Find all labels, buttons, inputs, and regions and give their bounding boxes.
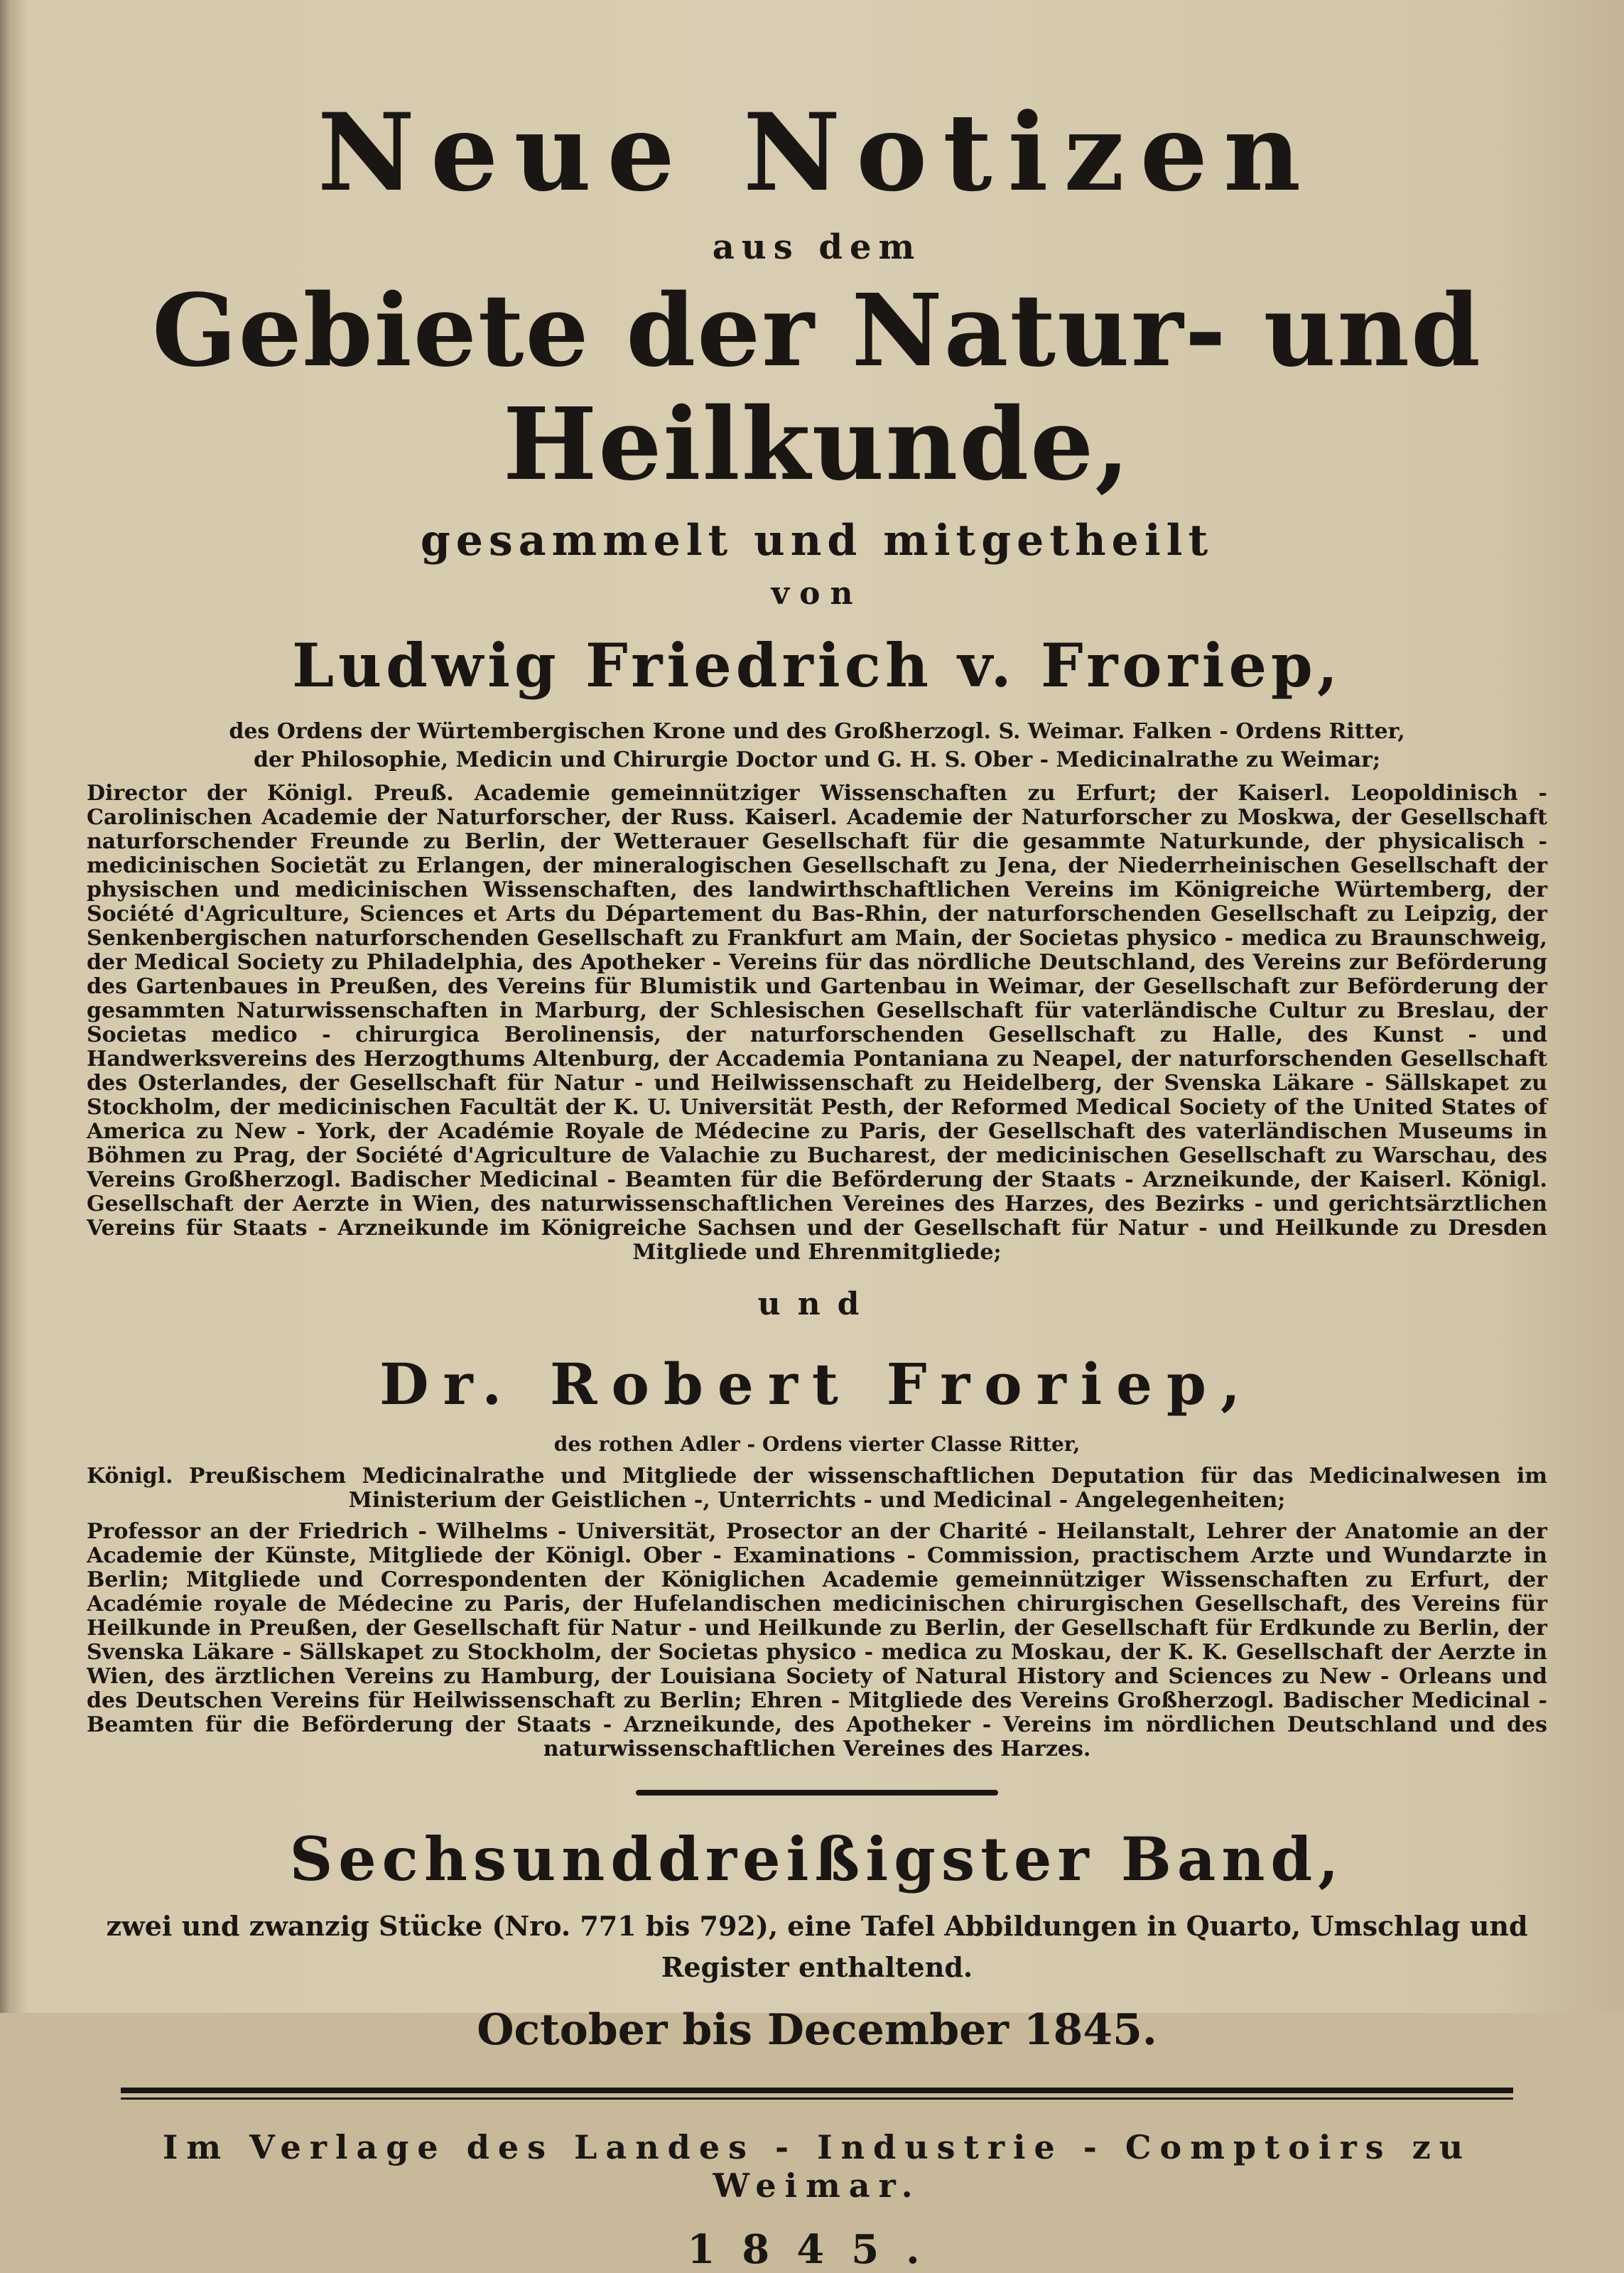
von-text: von (771, 576, 863, 612)
author2-order: des rothen Adler - Ordens vierter Classe Ritter, (553, 1432, 1081, 1456)
title-page (78, 64, 1556, 2273)
volume-description: zwei und zwanzig Stücke (Nro. 771 bis 792), eine Tafel Abbildungen in Quarto, Umschlag und Register enthaltend. (106, 1910, 1528, 1983)
publication-year: 1845. (687, 2226, 947, 2273)
aus-dem-text: aus dem (712, 227, 922, 267)
und-text: und (757, 1286, 877, 1322)
author1-title-line: des Ordens der Würtembergischen Krone und des Großherzogl. S. Weimar. Falken - Ordens Ritter, (229, 719, 1405, 744)
thick-rule (121, 2088, 1513, 2093)
author1-memberships: Director der Königl. Preuß. Academie gemeinnütziger Wissenschaften zu Erfurt; der Kaiserl. Leopoldinisch - Carolinischen Academie der Naturforscher, der Russ. Kaiserl. Academie der Naturforscher zu Moskwa, der Gesellschaft naturforschender Freunde zu Berlin, der Wetterauer Gesellschaft für die gesammte Naturkunde, der physicalisch - medicinischen Societät zu Erlangen, der mineralogischen Gesellschaft zu Jena, der Niederrheinischen Gesellschaft der physischen und medicinischen Wissenschaften, des landwirthschaftlichen Vereins im Königreiche Würtemberg, der Société d'Agriculture, Sciences et Arts du Département du Bas-Rhin, der naturforschenden Gesellschaft zu Leipzig, der Senkenbergischen naturforschenden Gesellschaft zu Frankfurt am Main, der Societas physico - medica zu Braunschweig, der Medical Society zu Philadelphia, des Apotheker - Vereins für das nördliche Deutschland, des Vereins zur Beförderung des Gartenbaues in Preußen, des Vereins für Blumistik und Gartenbau in Weimar, der Gesellschaft zur Beförderung der gesammten Naturwissenschaften in Marburg, der Schlesischen Gesellschaft für vaterländische Cultur zu Breslau, der Societas medico - chirurgica Berolinensis, der naturforschenden Gesellschaft zu Halle, des Kunst - und Handwerksvereins des Herzogthums Altenburg, der Accademia Pontaniana zu Neapel, der naturforschenden Gesellschaft des Osterlandes, der Gesellschaft für Natur - und Heilwissenschaft zu Heidelberg, der Svenska Läkare - Sällskapet zu Stockholm, der medicinischen Facultät der K. U. Universität Pesth, der Reformed Medical Society of the United States of America zu New - York, der Académie Royale de Médecine zu Paris, der Gesellschaft des vaterländischen Museums in Böhmen zu Prag, der Société d'Agriculture de Valachie zu Bucharest, der medicinischen Gesellschaft zu Warschau, des Vereins Großherzogl. Badischer Medicinal - Beamten für die Beförderung der Staats - Arzneikunde, der Kaiserl. Königl. Gesellschaft der Aerzte in Wien, des naturwissenschaftlichen Vereines des Harzes, des Bezirks - und gerichtsärztlichen Vereins für Staats - Arzneikunde im Königreiche Sachsen und der Gesellschaft für Natur - und Heilkunde zu Dresden Mitgliede und Ehrenmitgliede; (87, 781, 1547, 1265)
author2-name: Dr. Robert Froriep, (379, 1351, 1255, 1418)
gesammelt-text: gesammelt und mitgetheilt (420, 516, 1214, 566)
author1-name: Ludwig Friedrich v. Froriep, (291, 630, 1343, 701)
divider-rule (636, 1790, 998, 1796)
author1-title-line: der Philosophie, Medicin und Chirurgie Doctor und G. H. S. Ober - Medicinalrathe zu Weimar; (253, 747, 1381, 772)
volume-title: Sechsunddreißigster Band, (289, 1824, 1345, 1894)
publisher-imprint: Im Verlage des Landes - Industrie - Comptoirs zu Weimar. (162, 2128, 1472, 2205)
double-rule (121, 2088, 1513, 2100)
subtitle: Gebiete der Natur- und Heilkunde, (152, 273, 1482, 503)
author2-position: Königl. Preußischem Medicinalrathe und Mitgliede der wissenschaftlichen Deputation für das Medicinalwesen im Ministerium der Geistlichen -, Unterrichts - und Medicinal - Angelegenheiten; (87, 1464, 1547, 1513)
author2-memberships: Professor an der Friedrich - Wilhelms - Universität, Prosector an der Charité - Heilanstalt, Lehrer der Anatomie an der Academie der Künste, Mitgliede der Königl. Ober - Examinations - Commission, practischem Arzte und Wundarzte in Berlin; Mitgliede und Correspondenten der Königlichen Academie gemeinnütziger Wissenschaften zu Erfurt, der Académie royale de Médecine zu Paris, der Hufelandischen medicinischen chirurgischen Gesellschaft, des Vereins für Heilkunde in Preußen, der Gesellschaft für Natur - und Heilkunde zu Berlin, der Gesellschaft für Erdkunde zu Berlin, der Svenska Läkare - Sällskapet zu Stockholm, der Societas physico - medica zu Moskau, der K. K. Gesellschaft der Aerzte in Wien, des ärztlichen Vereins zu Hamburg, der Louisiana Society of Natural History and Sciences zu New - Orleans und des Deutschen Vereins für Heilwissenschaft zu Berlin; Ehren - Mitgliede des Vereins Großherzogl. Badischer Medicinal - Beamten für die Beförderung der Staats - Arzneikunde, des Apotheker - Vereins im nördlichen Deutschland und des naturwissenschaftlichen Vereines des Harzes. (87, 1519, 1547, 1761)
author1-titles (78, 718, 1556, 774)
volume-period: October bis December 1845. (477, 2005, 1157, 2055)
main-title: Neue Notizen (317, 90, 1317, 215)
thin-rule (121, 2097, 1513, 2100)
